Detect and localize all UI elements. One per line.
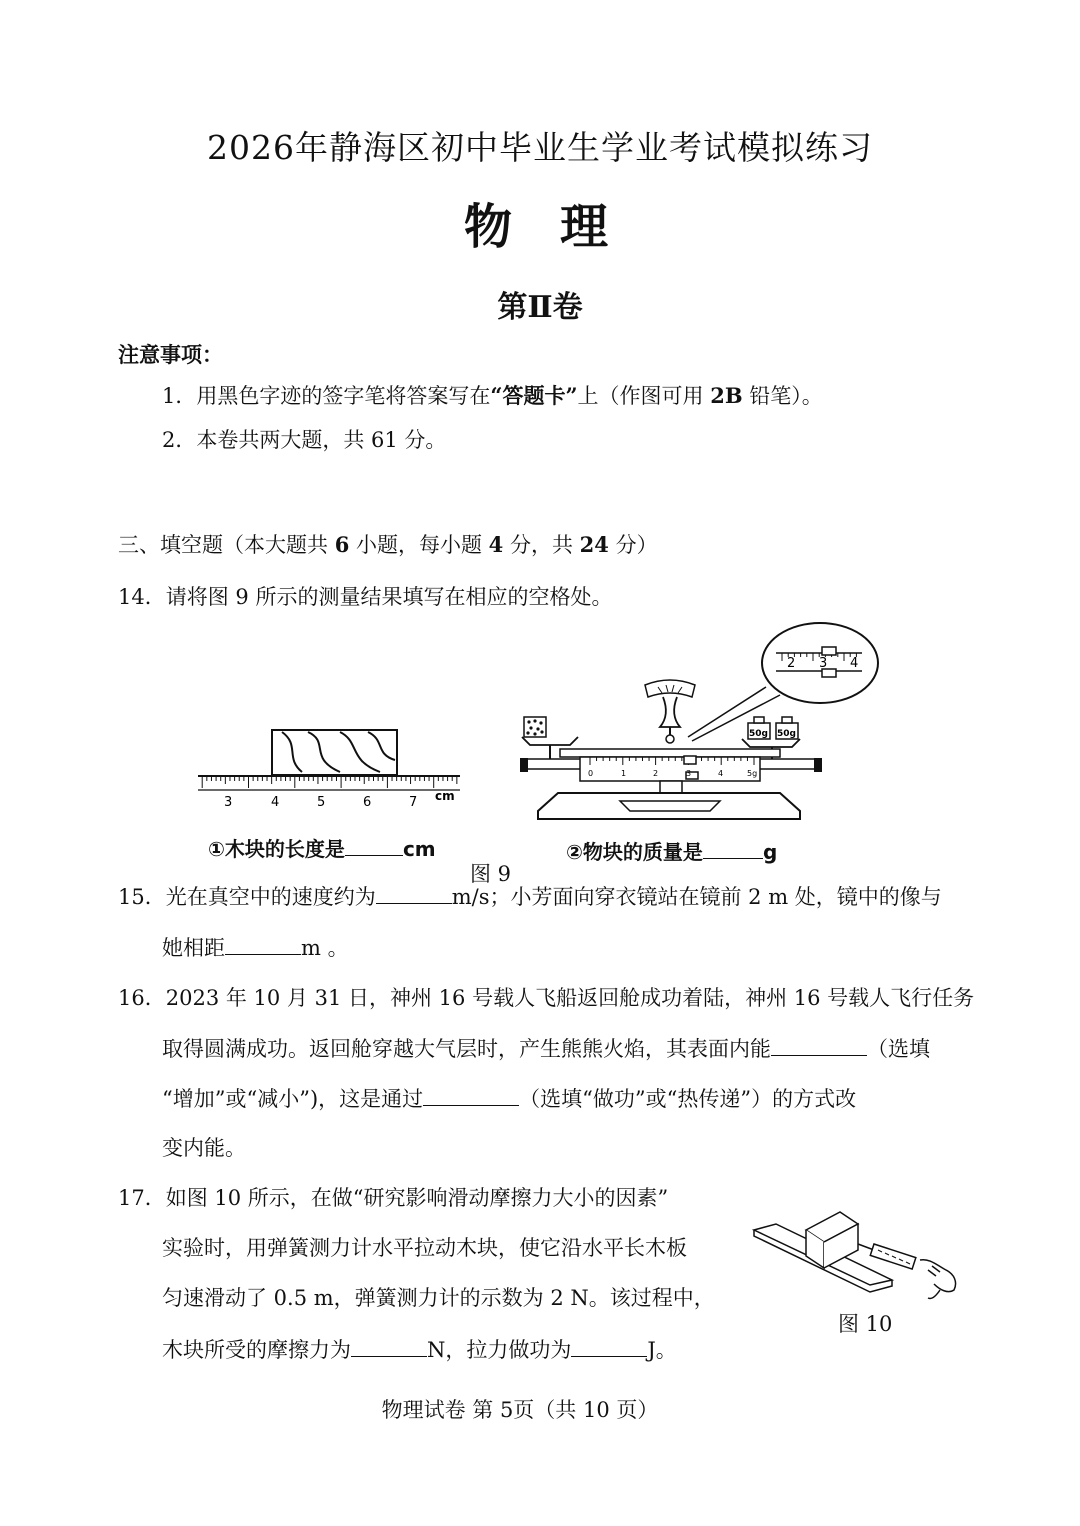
q17-blank-friction[interactable] bbox=[351, 1334, 427, 1357]
q15-line-1 bbox=[118, 881, 942, 912]
notes-item-2: 2．本卷共两大题，共 61 分。 bbox=[162, 428, 447, 452]
figure-10-label: 图 10 bbox=[838, 1312, 893, 1336]
q16-line-2-post: （选填 bbox=[867, 1037, 930, 1061]
ruler-label-7: 7 bbox=[409, 795, 418, 810]
caption-mass bbox=[566, 836, 777, 865]
q14-text: 请将图 9 所示的测量结果填写在相应的空格处。 bbox=[165, 585, 613, 609]
weight-label-2: 50g bbox=[777, 729, 796, 739]
q17-line-4-pre: 木块所受的摩擦力为 bbox=[162, 1338, 351, 1362]
notes-item-1-text: 1．用黑色字迹的签字笔将答案写在 bbox=[162, 384, 491, 408]
caption-length-text: ①木块的长度是 bbox=[208, 837, 345, 861]
q15-blank-speed[interactable] bbox=[376, 881, 452, 904]
q15-line-2-pre: 她相距 bbox=[162, 936, 225, 960]
q15-number: 15． bbox=[118, 885, 166, 909]
caption-mass-unit: g bbox=[762, 840, 778, 864]
page-footer: 物理试卷 第 5页（共 10 页） bbox=[381, 1398, 659, 1422]
q17-line-1-text: 如图 10 所示，在做“研究影响滑动摩擦力大小的因素” bbox=[165, 1186, 669, 1210]
beam-scale-3: 3 bbox=[686, 769, 692, 778]
q16-line-1-text: 2023 年 10 月 31 日，神州 16 号载人飞船返回舱成功着陆，神州 16 号载人飞行任务 bbox=[165, 986, 975, 1010]
spring-scale bbox=[858, 1244, 916, 1269]
zoom-label-3: 3 bbox=[819, 656, 828, 671]
q15-line-1-mid: m/s；小芳面向穿衣镜站在镜前 2 m 处，镜中的像与 bbox=[451, 885, 942, 909]
q15-blank-distance[interactable] bbox=[225, 932, 301, 955]
wood-block bbox=[272, 730, 397, 775]
friction-figure bbox=[750, 1200, 970, 1310]
q16-line-3-pre: “增加”或“减小”)，这是通过 bbox=[162, 1087, 424, 1111]
blank-mass[interactable] bbox=[703, 836, 763, 859]
notes-item-1-post: 铅笔）。 bbox=[742, 384, 823, 408]
q16-blank-energy[interactable] bbox=[771, 1033, 867, 1056]
exam-title: 2026年静海区初中毕业生学业考试模拟练习 bbox=[207, 128, 873, 167]
q17-number: 17． bbox=[118, 1186, 166, 1210]
q16-line-1 bbox=[118, 983, 974, 1013]
hand-pulling bbox=[920, 1260, 956, 1299]
q14-stem bbox=[118, 582, 612, 612]
zoom-label-4: 4 bbox=[850, 656, 859, 671]
balance-figure bbox=[520, 615, 900, 825]
caption-length-unit: cm bbox=[402, 837, 436, 861]
ruler bbox=[198, 776, 460, 790]
ruler-figure bbox=[190, 720, 470, 820]
figure-9-label: 图 9 bbox=[470, 862, 512, 886]
ruler-label-3: 3 bbox=[224, 795, 233, 810]
q16-number: 16． bbox=[118, 986, 166, 1010]
q17-line-1 bbox=[118, 1183, 668, 1213]
zoom-label-2: 2 bbox=[787, 656, 796, 671]
left-pan bbox=[522, 717, 578, 765]
caption-mass-text: ②物块的质量是 bbox=[566, 840, 703, 864]
section3-heading-mid1: 小题，每小题 bbox=[349, 533, 489, 557]
subject-title: 物理 bbox=[463, 199, 656, 255]
beam-scale-1: 1 bbox=[621, 769, 627, 778]
weight-label-1: 50g bbox=[749, 729, 768, 739]
ruler-label-4: 4 bbox=[271, 795, 280, 810]
notes-item-1-bold: “答题卡” bbox=[490, 383, 578, 408]
section3-heading-n1: 6 bbox=[334, 532, 350, 557]
beam-scale-2: 2 bbox=[653, 769, 659, 778]
ruler-label-6: 6 bbox=[363, 795, 372, 810]
q17-line-3: 匀速滑动了 0.5 m，弹簧测力计的示数为 2 N。该过程中， bbox=[162, 1286, 715, 1310]
q15-line-2 bbox=[162, 932, 349, 963]
ruler-label-5: 5 bbox=[317, 795, 326, 810]
balance-beam bbox=[520, 735, 822, 781]
beam-scale-5: 5g bbox=[747, 769, 758, 778]
q16-line-3 bbox=[162, 1083, 856, 1114]
q17-line-4-post: J。 bbox=[647, 1338, 677, 1362]
q14-number: 14． bbox=[118, 585, 166, 609]
section3-heading bbox=[118, 530, 658, 560]
q16-line-3-post: （选填“做功”或“热传递”）的方式改 bbox=[519, 1087, 857, 1111]
notes-item-1-mid: 上（作图可用 bbox=[577, 384, 711, 408]
section3-heading-n2: 4 bbox=[488, 532, 504, 557]
q16-blank-method[interactable] bbox=[423, 1083, 519, 1106]
q16-line-2-pre: 取得圆满成功。返回舱穿越大气层时，产生熊熊火焰，其表面内能 bbox=[162, 1037, 771, 1061]
section3-heading-n3: 24 bbox=[579, 532, 609, 557]
q16-line-4: 变内能。 bbox=[162, 1136, 246, 1160]
q16-line-2 bbox=[162, 1033, 930, 1064]
section3-heading-post: 分） bbox=[608, 533, 658, 557]
volume-title: 第Ⅱ卷 bbox=[497, 290, 583, 325]
q15-line-1-pre: 光在真空中的速度约为 bbox=[165, 885, 376, 909]
balance-base bbox=[538, 781, 800, 819]
notes-item-1-bold2: 2B bbox=[710, 383, 743, 408]
notes-heading: 注意事项： bbox=[118, 342, 223, 367]
section3-heading-pre: 三、填空题（本大题共 bbox=[118, 533, 335, 557]
q17-line-4 bbox=[162, 1334, 677, 1365]
pointer-dial bbox=[645, 680, 695, 737]
ruler-unit: cm bbox=[435, 789, 455, 803]
blank-length[interactable] bbox=[345, 833, 403, 856]
q17-line-4-mid: N，拉力做功为 bbox=[427, 1338, 572, 1362]
section3-heading-mid2: 分，共 bbox=[503, 533, 580, 557]
caption-length bbox=[208, 833, 436, 862]
q15-line-2-post: m 。 bbox=[301, 936, 349, 960]
beam-scale-4: 4 bbox=[718, 769, 724, 778]
q17-line-2: 实验时，用弹簧测力计水平拉动木块，使它沿水平长木板 bbox=[162, 1236, 687, 1260]
notes-item-1 bbox=[162, 381, 823, 411]
beam-scale-0: 0 bbox=[588, 769, 594, 778]
q17-blank-work[interactable] bbox=[571, 1334, 647, 1357]
